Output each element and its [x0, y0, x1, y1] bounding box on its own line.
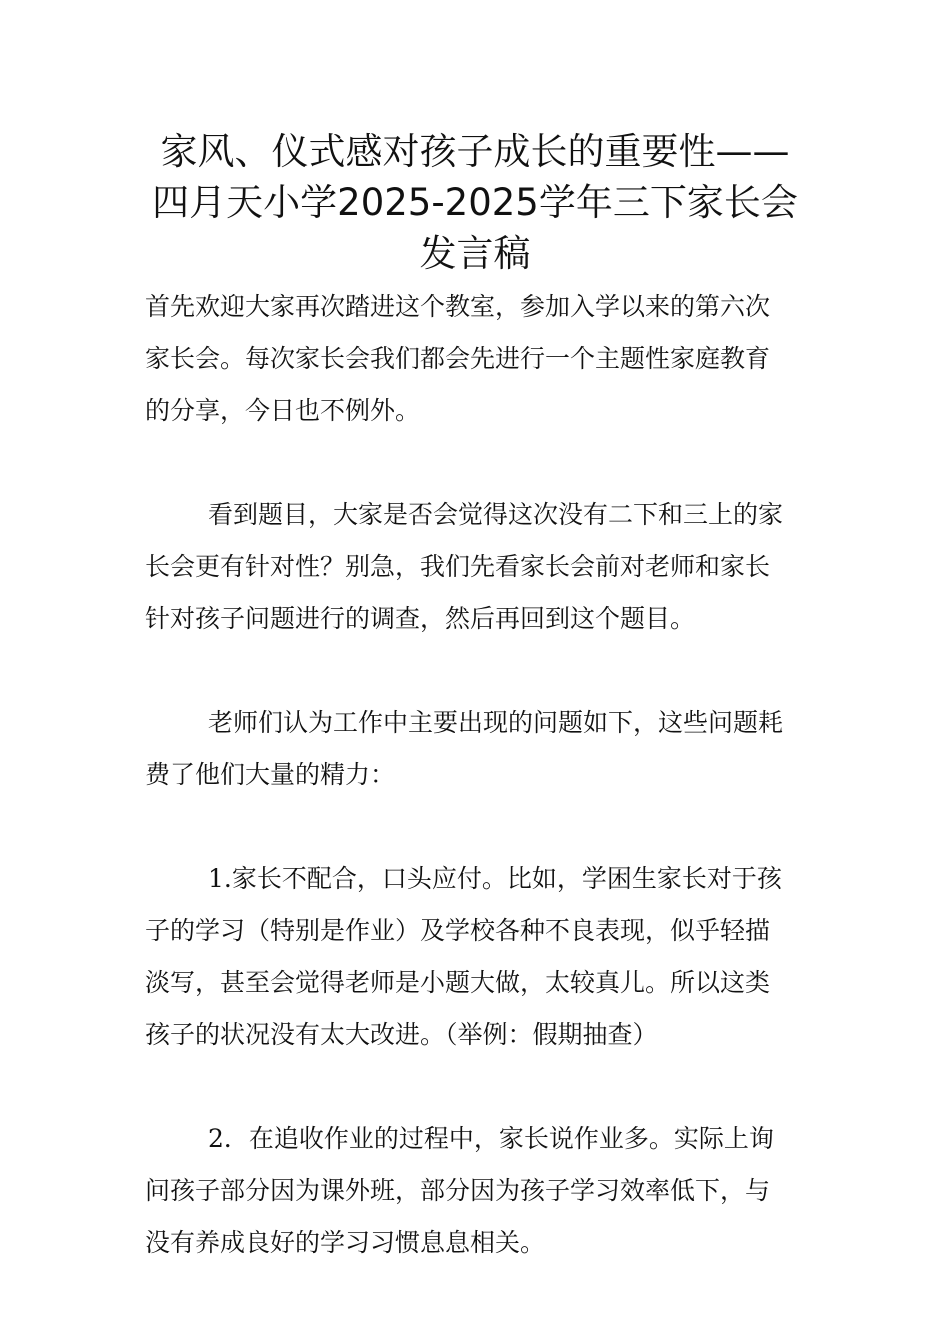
paragraph-line: 长会更有针对性？别急，我们先看家长会前对老师和家长: [145, 552, 771, 581]
paragraph-line: 没有养成良好的学习习惯息息相关。: [145, 1228, 546, 1257]
paragraph-topic: [145, 489, 810, 645]
paragraph-line: 子的学习（特别是作业）及学校各种不良表现，似乎轻描: [145, 916, 771, 945]
paragraph-spacer: [145, 645, 810, 697]
paragraph-spacer: [145, 801, 810, 853]
paragraph-line: 针对孩子问题进行的调查，然后再回到这个题目。: [145, 604, 696, 633]
title-line-2: 四月天小学2025-2025学年三下家长会: [152, 181, 798, 224]
paragraph-line: 老师们认为工作中主要出现的问题如下，这些问题耗: [208, 708, 784, 737]
paragraph-teacher-issues: [145, 697, 810, 801]
paragraph-line: 费了他们大量的精力：: [145, 760, 396, 789]
document-body: [145, 281, 810, 1269]
paragraph-line: 1.家长不配合，口头应付。比如，学困生家长对于孩: [208, 864, 782, 893]
paragraph-line: 的分享，今日也不例外。: [145, 396, 421, 425]
paragraph-line: 2．在追收作业的过程中，家长说作业多。实际上询: [208, 1124, 774, 1153]
paragraph-line: 孩子的状况没有太大改进。（举例：假期抽查）: [145, 1020, 658, 1049]
paragraph-issue-2: [145, 1113, 810, 1269]
paragraph-line: 问孩子部分因为课外班，部分因为孩子学习效率低下，与: [145, 1176, 771, 1205]
paragraph-spacer: [145, 437, 810, 489]
title-line-3: 发言稿: [419, 232, 531, 275]
paragraph-spacer: [145, 1061, 810, 1113]
paragraph-line: 淡写，甚至会觉得老师是小题大做，太较真儿。所以这类: [145, 968, 771, 997]
paragraph-line: 首先欢迎大家再次踏进这个教室，参加入学以来的第六次: [145, 292, 771, 321]
paragraph-line: 看到题目，大家是否会觉得这次没有二下和三上的家: [208, 500, 784, 529]
document-title: [120, 126, 830, 279]
paragraph-intro: [145, 281, 810, 437]
title-line-1: 家风、仪式感对孩子成长的重要性——: [160, 130, 790, 173]
paragraph-line: 家长会。每次家长会我们都会先进行一个主题性家庭教育: [145, 344, 771, 373]
paragraph-issue-1: [145, 853, 810, 1061]
